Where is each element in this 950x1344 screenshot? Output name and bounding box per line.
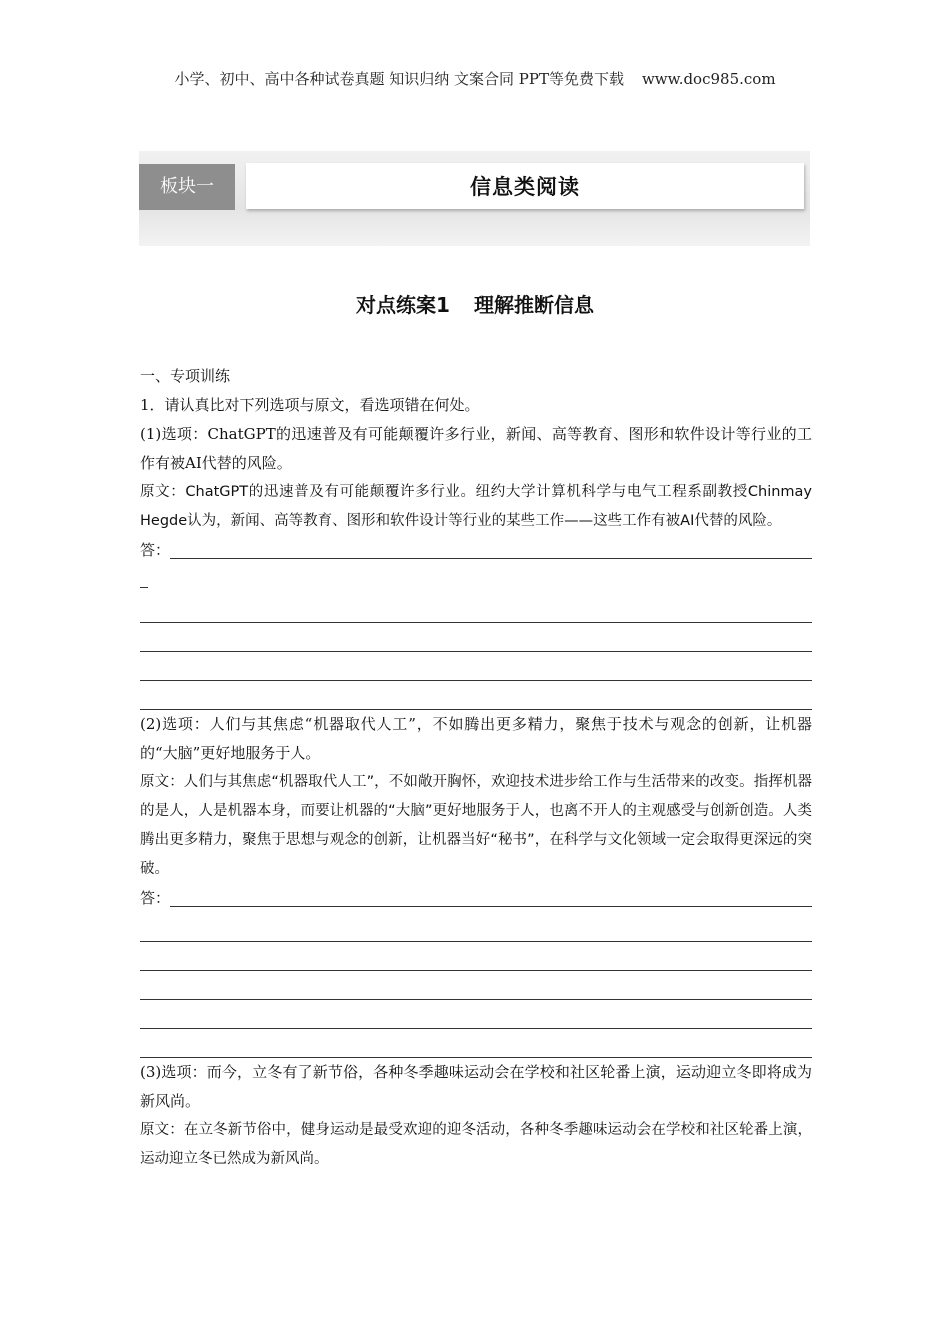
answer-line[interactable] (140, 942, 812, 971)
item-1-option: (1)选项：ChatGPT的迅速普及有可能颠覆许多行业，新闻、高等教育、图形和软件设计等行业的工作有被AI代替的风险。 (140, 425, 812, 472)
item-2-option: (2)选项：人们与其焦虑“机器取代人工”，不如腾出更多精力，聚焦于技术与观念的创新，让机器的“大脑”更好地服务于人。 (140, 715, 812, 762)
section-heading: 一、专项训练 (140, 367, 231, 385)
answer-line[interactable] (140, 1000, 812, 1029)
item-1-answer[interactable] (140, 536, 812, 565)
module-title-box (246, 163, 804, 209)
answer-line[interactable] (140, 913, 812, 942)
answer-line[interactable] (140, 594, 812, 623)
answer-rule (170, 905, 812, 907)
lesson-title-number: 对点练案1 (356, 293, 450, 317)
exercise-content (140, 362, 812, 1174)
item-3-option: (3)选项：而今，立冬有了新节俗，各种冬季趣味运动会在学校和社区轮番上演，运动迎立冬即将成为新风尚。 (140, 1063, 812, 1110)
item-2-original: 原文：人们与其焦虑“机器取代人工”，不如敞开胸怀，欢迎技术进步给工作与生活带来的改变。指挥机器的是人，人是机器本身，而要让机器的“大脑”更好地服务于人，也离不开人的主观感受与创新创造。人类腾出更多精力，聚焦于思想与观念的创新，让机器当好“秘书”，在科学与文化领域一定会取得更深远的突破。 (140, 774, 812, 877)
answer-rule (170, 557, 812, 559)
header-site-link[interactable]: www.doc985.com (641, 70, 776, 88)
item-3-original: 原文：在立冬新节俗中，健身运动是最受欢迎的迎冬活动，各种冬季趣味运动会在学校和社区轮番上演，运动迎立冬已然成为新风尚。 (140, 1122, 812, 1167)
header-text: 小学、初中、高中各种试卷真题 知识归纳 文案合同 PPT等免费下载 (174, 70, 624, 88)
lesson-title (0, 289, 950, 318)
answer-line[interactable] (140, 623, 812, 652)
module-title: 信息类阅读 (470, 175, 580, 199)
answer-label: 答： (140, 541, 171, 559)
item-1-original: 原文：ChatGPT的迅速普及有可能颠覆许多行业。纽约大学计算机科学与电气工程系副教授Chinmay Hegde认为，新闻、高等教育、图形和软件设计等行业的某些工作——这些工作有被AI代替的风险。 (140, 484, 812, 529)
answer-label: 答： (140, 889, 171, 907)
answer-line[interactable] (140, 971, 812, 1000)
answer-line[interactable] (140, 652, 812, 681)
answer-line[interactable] (140, 681, 812, 710)
question-instruction: 1．请认真比对下列选项与原文，看选项错在何处。 (140, 396, 480, 414)
lesson-title-topic: 理解推断信息 (473, 293, 594, 317)
module-tag: 板块一 (139, 164, 235, 210)
answer-dash (140, 565, 812, 594)
item-2-answer[interactable] (140, 884, 812, 913)
answer-line[interactable] (140, 1029, 812, 1058)
page-header (0, 68, 950, 89)
